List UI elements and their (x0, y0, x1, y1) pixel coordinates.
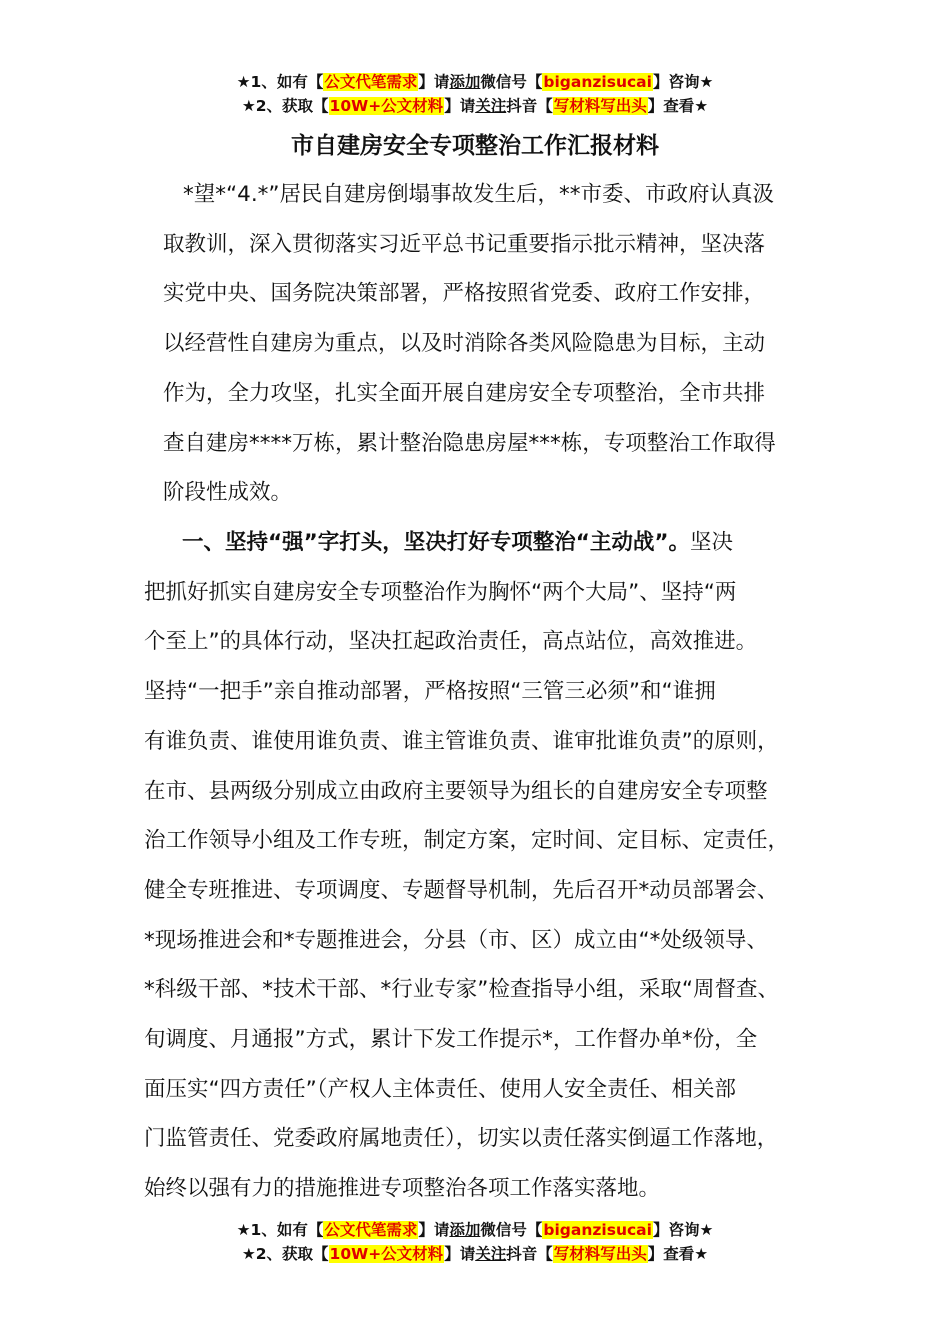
promo-highlight: 写材料写出头 (553, 1245, 647, 1263)
promo-text: 】查看★ (647, 97, 709, 115)
promo-text: 】查看★ (647, 1245, 709, 1263)
promo-text: 抖音【 (506, 97, 553, 115)
promo-highlight: 写材料写出头 (553, 97, 647, 115)
paragraph-line: 阶段性成效。 (163, 480, 293, 506)
paragraph-line: 治工作领导小组及工作专班，制定方案，定时间、定目标、定责任， (144, 828, 790, 854)
paragraph-line: 在市、县两级分别成立由政府主要领导为组长的自建房安全专项整 (144, 778, 768, 804)
paragraph-line: *科级干部、*技术干部、*行业专家”检查指导小组，采取“周督查、 (144, 977, 780, 1003)
promo-text: 】请 (418, 1221, 450, 1239)
paragraph-line: 坚持“一把手”亲自推动部署，严格按照“三管三必须”和“谁拥 (144, 679, 716, 705)
paragraph-line: 健全专班推进、专项调度、专题督导机制，先后召开*动员部署会、 (144, 877, 779, 903)
promo-underline: 添加 (449, 1221, 481, 1239)
paragraph-line: 以经营性自建房为重点，以及时消除各类风险隐患为目标，主动 (163, 331, 766, 357)
paragraph-line: 取教训，深入贯彻落实习近平总书记重要指示批示精神，坚决落 (163, 231, 766, 257)
promo-highlight: 公文代笔需求 (324, 1221, 418, 1239)
promo-text: ★1、如有【 (236, 73, 324, 91)
promo-line-2 (0, 94, 950, 118)
promo-text: ★2、获取【 (241, 97, 329, 115)
section-heading-line: 一、坚持“强”字打头，坚决打好专项整治“主动战”。坚决 (182, 530, 734, 555)
document-title: 市自建房安全专项整治工作汇报材料 (291, 133, 659, 159)
promo-text: ★2、获取【 (241, 1245, 329, 1263)
promo-header (0, 70, 950, 118)
promo-underline: 关注 (475, 1245, 507, 1263)
promo-highlight: 10W+公文材料 (329, 1245, 444, 1263)
promo-text: 抖音【 (506, 1245, 553, 1263)
paragraph-line: 面压实“四方责任”（产权人主体责任、使用人安全责任、相关部 (144, 1076, 737, 1102)
promo-text: 】咨询★ (652, 1221, 714, 1239)
promo-text: 微信号【 (480, 73, 543, 91)
promo-highlight: 公文代笔需求 (324, 73, 418, 91)
promo-text: 】请 (444, 97, 476, 115)
promo-text: 】咨询★ (652, 73, 714, 91)
promo-line-1 (0, 70, 950, 94)
paragraph-line: 实党中央、国务院决策部署，严格按照省党委、政府工作安排， (163, 281, 766, 307)
promo-text: 】请 (418, 73, 450, 91)
promo-text: 】请 (444, 1245, 476, 1263)
promo-text: 微信号【 (480, 1221, 543, 1239)
promo-underline: 关注 (475, 97, 507, 115)
paragraph-line: 旬调度、月通报”方式，累计下发工作提示*，工作督办单*份，全 (144, 1027, 758, 1053)
paragraph-line: *现场推进会和*专题推进会，分县（市、区）成立由“*处级领导、 (144, 927, 768, 953)
promo-highlight: biganzisucai (543, 73, 652, 91)
promo-line-1 (0, 1218, 950, 1242)
paragraph-line: 个至上”的具体行动，坚决扛起政治责任，高点站位，高效推进。 (144, 629, 758, 655)
promo-underline: 添加 (449, 73, 481, 91)
paragraph-line: 作为，全力攻坚，扎实全面开展自建房安全专项整治，全市共排 (163, 380, 766, 406)
section-heading: 一、坚持“强”字打头，坚决打好专项整治“主动战”。 (182, 530, 691, 555)
section-1-paragraph (144, 518, 834, 1214)
paragraph-line: 把抓好抓实自建房安全专项整治作为胸怀“两个大局”、坚持“两 (144, 579, 737, 605)
intro-paragraph (163, 170, 843, 518)
paragraph-line: 门监管责任、党委政府属地责任），切实以责任落实倒逼工作落地， (144, 1126, 779, 1152)
paragraph-line: 有谁负责、谁使用谁负责、谁主管谁负责、谁审批谁负责”的原则， (144, 728, 779, 754)
promo-highlight: biganzisucai (543, 1221, 652, 1239)
paragraph-line: *望*“4.*”居民自建房倒塌事故发生后，**市委、市政府认真汲 (183, 182, 775, 207)
paragraph-line: 查自建房****万栋，累计整治隐患房屋***栋，专项整治工作取得 (163, 430, 776, 456)
promo-highlight: 10W+公文材料 (329, 97, 444, 115)
promo-text: ★1、如有【 (236, 1221, 324, 1239)
promo-footer (0, 1218, 950, 1266)
promo-line-2 (0, 1242, 950, 1266)
paragraph-line: 始终以强有力的措施推进专项整治各项工作落实落地。 (144, 1176, 661, 1202)
